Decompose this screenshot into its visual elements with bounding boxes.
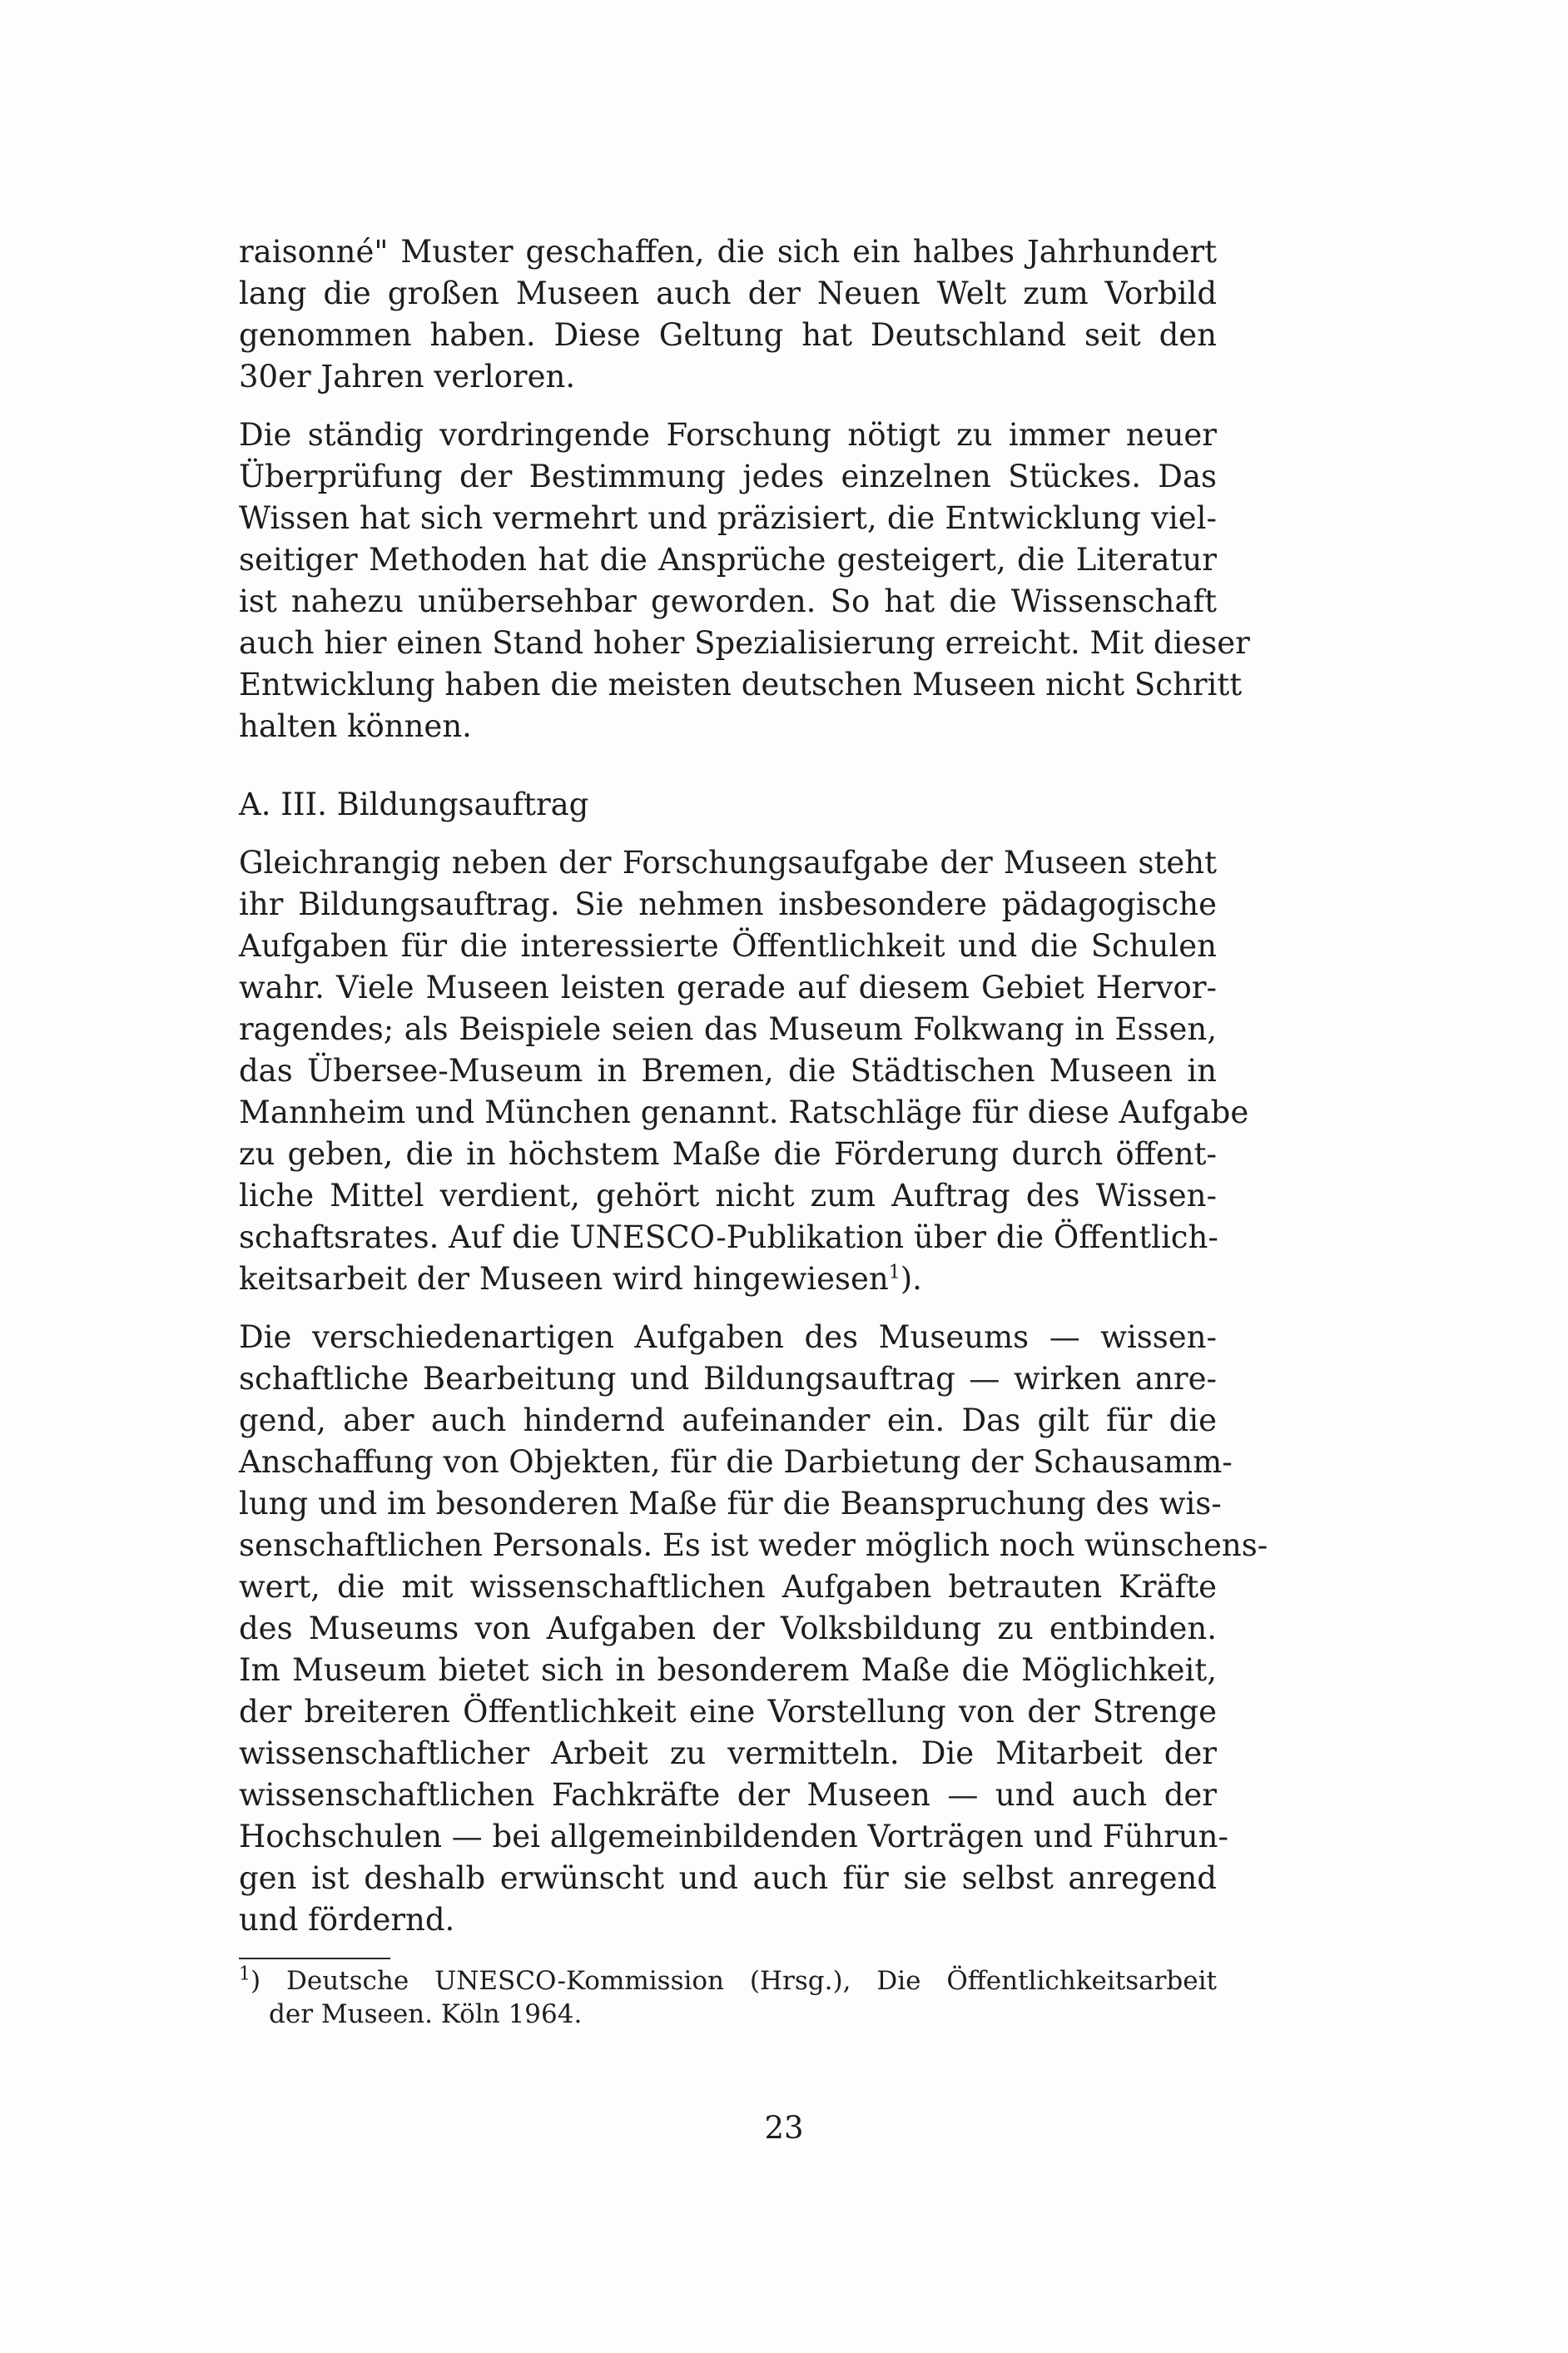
text-line: schaftsrates. Auf die UNESCO-Publikation über die Öffentlich- bbox=[239, 1219, 1218, 1255]
text-line: Die ständig vordringende Forschung nötigt zu immer neuer bbox=[239, 417, 1217, 453]
footnote-separator bbox=[239, 1958, 390, 1959]
text-line: ihr Bildungsauftrag. Sie nehmen insbesondere pädagogische bbox=[239, 886, 1217, 922]
text-line-tail: ). bbox=[900, 1261, 922, 1297]
text-line: 30er Jahren verloren. bbox=[239, 359, 576, 395]
paragraph-4 bbox=[239, 1317, 1268, 1941]
footnote-mark: 1 bbox=[239, 1963, 251, 1985]
footnote-line: der Museen. Köln 1964. bbox=[269, 1999, 583, 2029]
text-line: Wissen hat sich vermehrt und präzisiert, die Entwicklung viel- bbox=[239, 500, 1217, 536]
paragraph-1 bbox=[239, 231, 1217, 398]
section-heading: A. III. Bildungsauftrag bbox=[239, 787, 589, 822]
document-body bbox=[239, 231, 1268, 2031]
text-line: lang die großen Museen auch der Neuen Welt zum Vorbild bbox=[239, 276, 1217, 311]
text-line: genommen haben. Diese Geltung hat Deutschland seit den bbox=[239, 317, 1217, 353]
text-line: des Museums von Aufgaben der Volksbildung zu entbinden. bbox=[239, 1611, 1217, 1646]
text-line: raisonné" Muster geschaffen, die sich ein halbes Jahrhundert bbox=[239, 234, 1217, 270]
footnote-reference[interactable]: 1 bbox=[888, 1262, 901, 1283]
text-line: ist nahezu unübersehbar geworden. So hat die Wissenschaft bbox=[239, 583, 1217, 619]
text-line: Hochschulen — bei allgemeinbildenden Vorträgen und Führun- bbox=[239, 1819, 1228, 1854]
text-line: wert, die mit wissenschaftlichen Aufgaben betrauten Kräfte bbox=[239, 1569, 1217, 1605]
text-line: schaftliche Bearbeitung und Bildungsauftrag — wirken anre- bbox=[239, 1361, 1217, 1397]
text-line: und fördernd. bbox=[239, 1902, 455, 1938]
text-line: liche Mittel verdient, gehört nicht zum Auftrag des Wissen- bbox=[239, 1178, 1217, 1214]
text-line bbox=[239, 1258, 1217, 1300]
text-line: Anschaffung von Objekten, für die Darbietung der Schausamm- bbox=[239, 1444, 1233, 1480]
text-line: halten können. bbox=[239, 708, 472, 744]
text-line: ragendes; als Beispiele seien das Museum Folkwang in Essen, bbox=[239, 1011, 1217, 1047]
footnote-line bbox=[239, 1964, 1217, 1998]
text-line: der breiteren Öffentlichkeit eine Vorstellung von der Strenge bbox=[239, 1694, 1217, 1730]
text-line: seitiger Methoden hat die Ansprüche gesteigert, die Literatur bbox=[239, 542, 1217, 578]
text-line: Überprüfung der Bestimmung jedes einzelnen Stückes. Das bbox=[239, 459, 1217, 494]
text-line: wissenschaftlichen Fachkräfte der Museen — und auch der bbox=[239, 1777, 1217, 1813]
paragraph-3 bbox=[239, 842, 1249, 1300]
footnote bbox=[239, 1964, 1217, 2031]
text-line: Entwicklung haben die meisten deutschen Museen nicht Schritt bbox=[239, 667, 1243, 702]
footnote-text: ) Deutsche UNESCO-Kommission (Hrsg.), Die Öffentlichkeitsarbeit bbox=[251, 1966, 1217, 1996]
text-line: Mannheim und München genannt. Ratschläge für diese Aufgabe bbox=[239, 1095, 1249, 1130]
text-line: Die verschiedenartigen Aufgaben des Museums — wissen- bbox=[239, 1319, 1217, 1355]
text-line: wissenschaftlicher Arbeit zu vermitteln. Die Mitarbeit der bbox=[239, 1735, 1217, 1771]
text-line: senschaftlichen Personals. Es ist weder möglich noch wünschens- bbox=[239, 1527, 1268, 1563]
text-line: Gleichrangig neben der Forschungsaufgabe der Museen steht bbox=[239, 845, 1217, 881]
text-line: Im Museum bietet sich in besonderem Maße die Möglichkeit, bbox=[239, 1652, 1217, 1688]
text-line: Aufgaben für die interessierte Öffentlichkeit und die Schulen bbox=[239, 928, 1217, 964]
text-line: das Übersee-Museum in Bremen, die Städtischen Museen in bbox=[239, 1053, 1217, 1089]
text-line: gend, aber auch hindernd aufeinander ein. Das gilt für die bbox=[239, 1402, 1217, 1438]
paragraph-2 bbox=[239, 415, 1250, 747]
text-line: auch hier einen Stand hoher Spezialisierung erreicht. Mit dieser bbox=[239, 625, 1250, 661]
text-line: wahr. Viele Museen leisten gerade auf diesem Gebiet Hervor- bbox=[239, 970, 1217, 1005]
text-line-content: keitsarbeit der Museen wird hingewiesen bbox=[239, 1261, 889, 1297]
page-number: 23 bbox=[764, 2110, 804, 2146]
text-line: zu geben, die in höchstem Maße die Förderung durch öffent- bbox=[239, 1136, 1217, 1172]
text-line: lung und im besonderen Maße für die Beanspruchung des wis- bbox=[239, 1486, 1222, 1522]
text-line: gen ist deshalb erwünscht und auch für sie selbst anregend bbox=[239, 1860, 1217, 1896]
